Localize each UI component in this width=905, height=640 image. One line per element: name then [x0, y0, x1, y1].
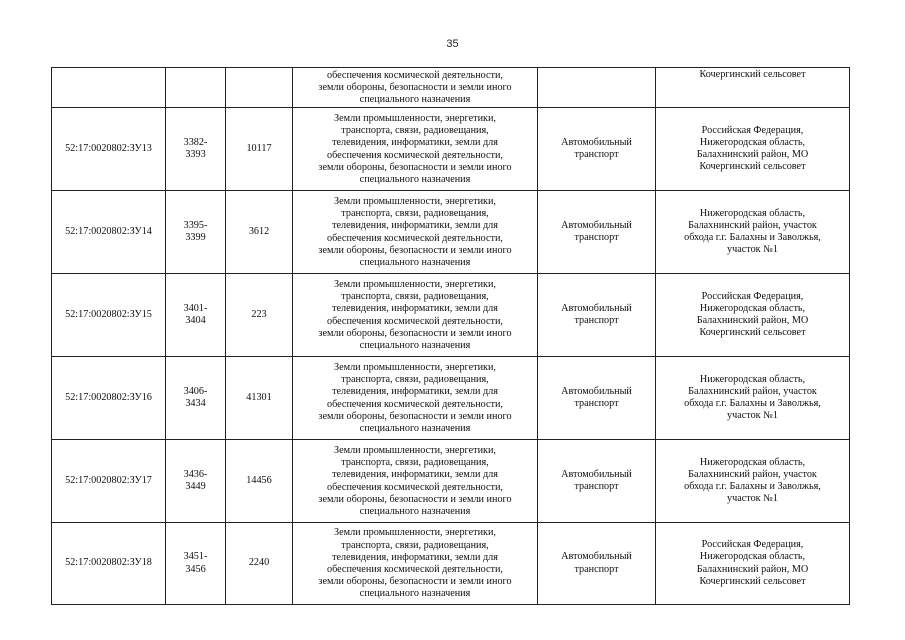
points-text: 3382- 3393 [183, 136, 208, 160]
cell-area [226, 68, 293, 108]
cell-use [538, 68, 656, 108]
use-text: Автомобильный транспорт [561, 551, 632, 575]
cell-use [538, 440, 656, 523]
cell-use [538, 523, 656, 605]
cell-category [293, 274, 538, 357]
category-text: Земли промышленности, энергетики, транспорта, связи, радиовещания, телевидения, информатики, земли для обеспечения космической деятельности, земли обороны, безопасности и земли иного специального назначения [318, 195, 512, 268]
use-text: Автомобильный транспорт [561, 385, 632, 409]
cell-points [166, 523, 226, 605]
land-plot-table [51, 67, 850, 605]
cell-category [293, 523, 538, 605]
location-text: Нижегородская область, Балахнинский район, участок обхода г.г. Балахны и Заволжья, участок №1 [684, 456, 821, 505]
cell-area: 41301 [226, 357, 293, 440]
cell-category [293, 357, 538, 440]
cell-category [293, 108, 538, 191]
cell-cadastral: 52:17:0020802:ЗУ14 [52, 191, 166, 274]
table-row [52, 440, 850, 523]
cell-points [166, 440, 226, 523]
table-body [52, 68, 850, 605]
use-text: Автомобильный транспорт [561, 468, 632, 492]
cell-area: 223 [226, 274, 293, 357]
cell-use [538, 108, 656, 191]
points-text: 3401- 3404 [183, 302, 208, 326]
cell-location [656, 108, 850, 191]
cell-location [656, 191, 850, 274]
cell-points [166, 68, 226, 108]
cell-area: 14456 [226, 440, 293, 523]
points-text: 3406- 3434 [183, 385, 208, 409]
points-text: 3395- 3399 [183, 219, 208, 243]
location-text: Российская Федерация, Нижегородская область, Балахнинский район, МО Кочергинский сельсовет [696, 539, 809, 587]
category-text: обеспечения космической деятельности, земли обороны, безопасности и земли иного специального назначения [318, 69, 512, 106]
cell-points [166, 357, 226, 440]
table-row [52, 108, 850, 191]
cell-cadastral: 52:17:0020802:ЗУ13 [52, 108, 166, 191]
cell-location [656, 274, 850, 357]
table-row [52, 191, 850, 274]
cell-area: 2240 [226, 523, 293, 605]
cell-category [293, 440, 538, 523]
cell-cadastral [52, 68, 166, 108]
cell-area: 3612 [226, 191, 293, 274]
cell-use [538, 357, 656, 440]
points-text: 3436- 3449 [183, 468, 208, 492]
location-text: Российская Федерация, Нижегородская область, Балахнинский район, МО Кочергинский сельсовет [696, 290, 809, 339]
cell-use [538, 191, 656, 274]
use-text: Автомобильный транспорт [561, 302, 632, 326]
table-row [52, 357, 850, 440]
cell-points [166, 191, 226, 274]
cell-cadastral: 52:17:0020802:ЗУ16 [52, 357, 166, 440]
page-number: 35 [446, 38, 459, 50]
category-text: Земли промышленности, энергетики, транспорта, связи, радиовещания, телевидения, информатики, земли для обеспечения космической деятельности, земли обороны, безопасности и земли иного специального назначения [318, 112, 512, 185]
use-text: Автомобильный транспорт [561, 219, 632, 243]
cell-area: 10117 [226, 108, 293, 191]
location-text: Российская Федерация, Нижегородская область, Балахнинский район, МО Кочергинский сельсовет [696, 124, 809, 173]
points-text: 3451- 3456 [183, 551, 208, 575]
category-text: Земли промышленности, энергетики, транспорта, связи, радиовещания, телевидения, информатики, земли для обеспечения космической деятельности, земли обороны, безопасности и земли иного специального назначения [318, 444, 512, 517]
location-text: Нижегородская область, Балахнинский район, участок обхода г.г. Балахны и Заволжья, участок №1 [684, 207, 821, 256]
location-text: Нижегородская область, Балахнинский район, участок обхода г.г. Балахны и Заволжья, участок №1 [684, 373, 821, 422]
category-text: Земли промышленности, энергетики, транспорта, связи, радиовещания, телевидения, информатики, земли для обеспечения космической деятельности, земли обороны, безопасности и земли иного специального назначения [318, 527, 512, 600]
table-row [52, 523, 850, 605]
location-text: Кочергинский сельсовет [699, 69, 806, 80]
cell-cadastral: 52:17:0020802:ЗУ15 [52, 274, 166, 357]
table-row [52, 274, 850, 357]
category-text: Земли промышленности, энергетики, транспорта, связи, радиовещания, телевидения, информатики, земли для обеспечения космической деятельности, земли обороны, безопасности и земли иного специального назначения [318, 361, 512, 434]
cell-cadastral: 52:17:0020802:ЗУ17 [52, 440, 166, 523]
table-row-continuation [52, 68, 850, 108]
cell-location [656, 440, 850, 523]
cell-points [166, 108, 226, 191]
cell-location [656, 68, 850, 108]
cell-category [293, 191, 538, 274]
cell-location [656, 357, 850, 440]
use-text: Автомобильный транспорт [561, 136, 632, 160]
category-text: Земли промышленности, энергетики, транспорта, связи, радиовещания, телевидения, информатики, земли для обеспечения космической деятельности, земли обороны, безопасности и земли иного специального назначения [318, 278, 512, 351]
cell-cadastral: 52:17:0020802:ЗУ18 [52, 523, 166, 605]
cell-location [656, 523, 850, 605]
cell-use [538, 274, 656, 357]
cell-category [293, 68, 538, 108]
cell-points [166, 274, 226, 357]
